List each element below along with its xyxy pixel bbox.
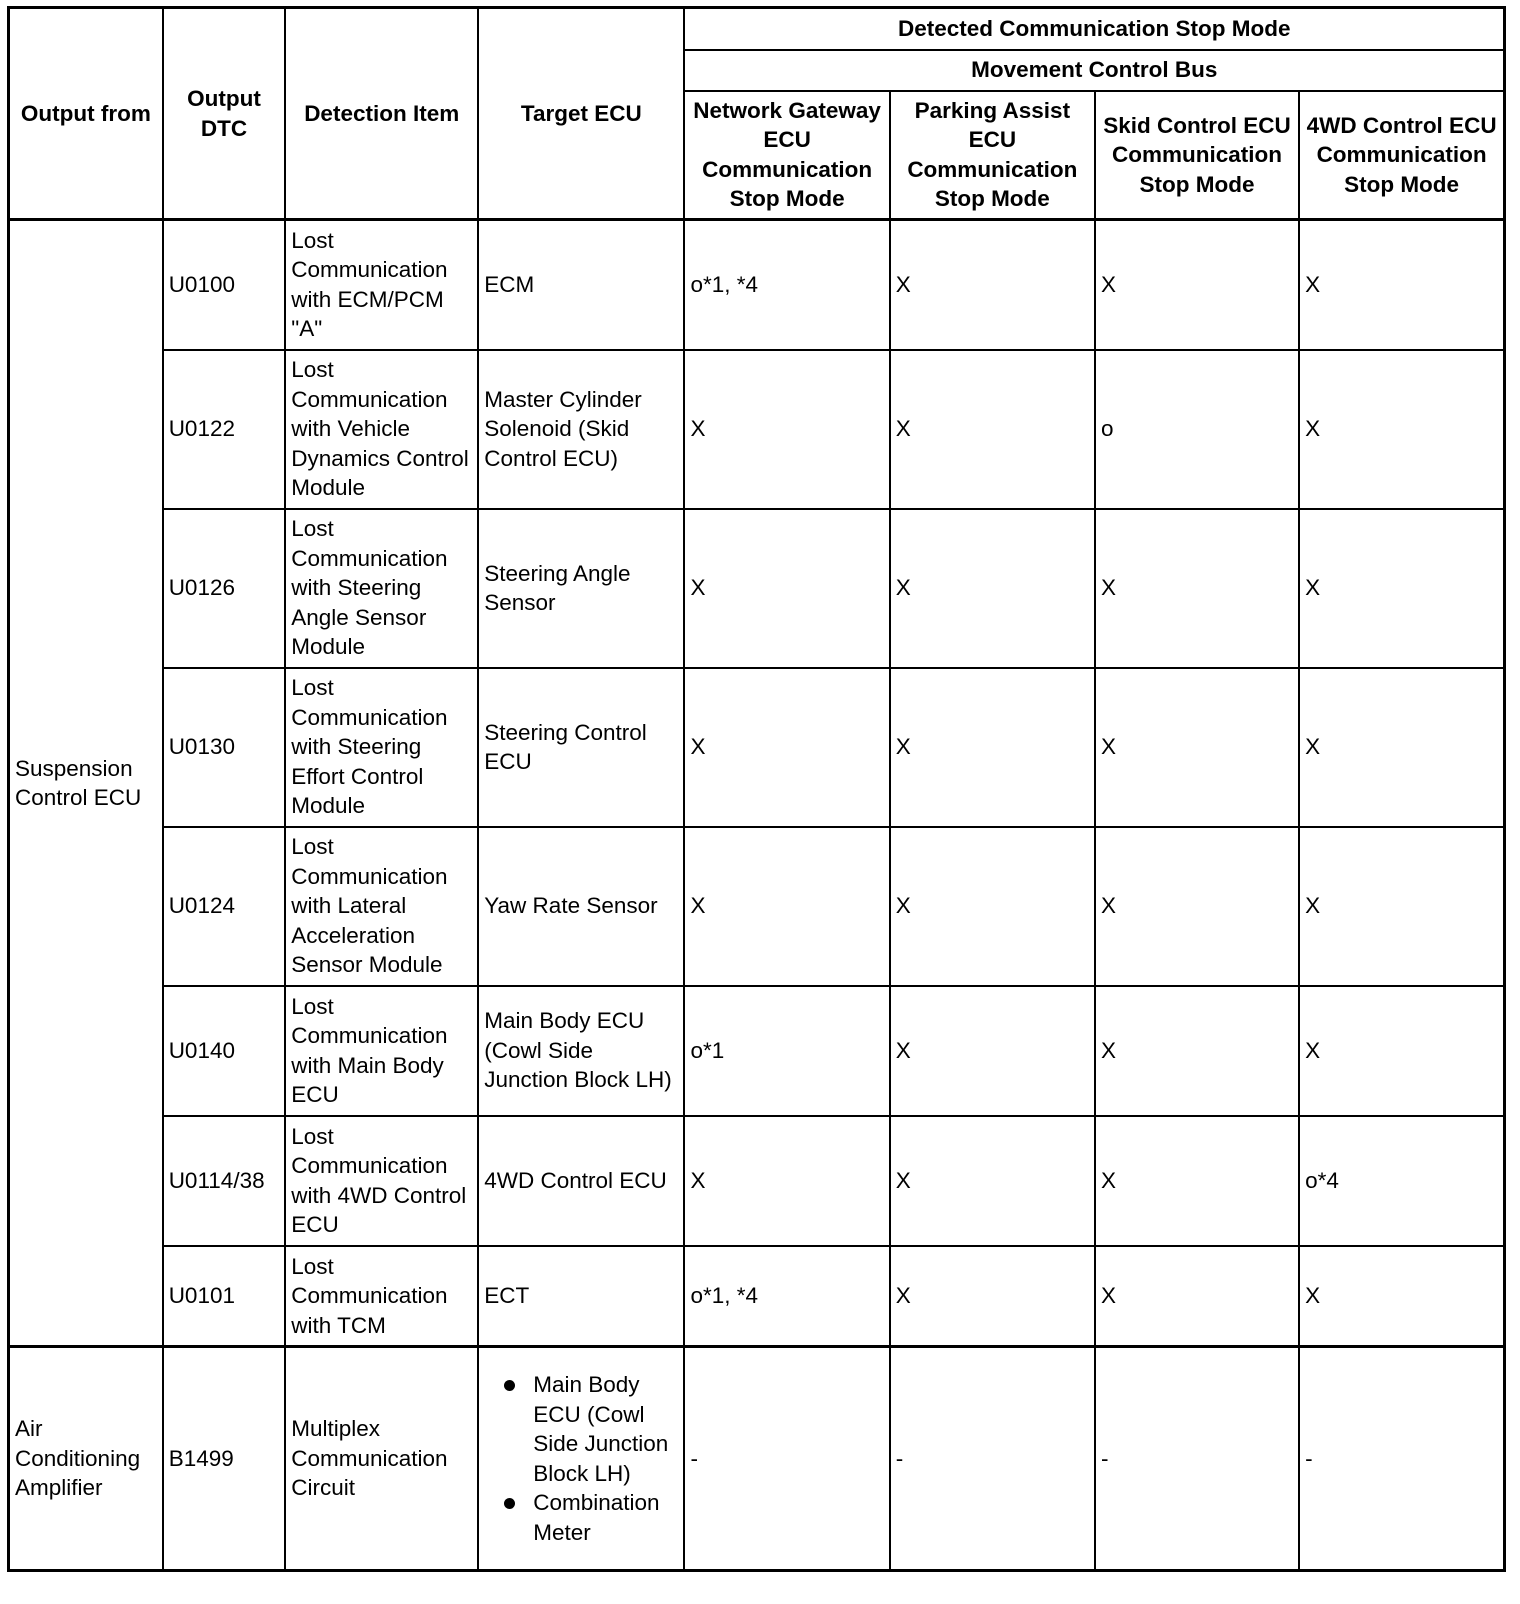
mode-cell-network-gateway: o*1: [684, 986, 889, 1116]
mode-cell-skid-control: X: [1095, 827, 1299, 986]
dtc-cell: U0130: [163, 668, 286, 827]
mode-cell-skid-control: -: [1095, 1347, 1299, 1571]
table-row: [9, 1116, 1505, 1246]
mode-cell-network-gateway: X: [684, 827, 889, 986]
mode-cell-network-gateway: X: [684, 350, 889, 509]
mode-cell-skid-control: X: [1095, 509, 1299, 668]
dtc-cell: U0122: [163, 350, 286, 509]
target-ecu-cell: ECM: [478, 220, 684, 350]
mode-cell-network-gateway: X: [684, 509, 889, 668]
target-ecu-cell: Main Body ECU (Cowl Side Junction Block LH): [478, 986, 684, 1116]
mode-cell-4wd-control: X: [1299, 350, 1504, 509]
mode-cell-network-gateway: -: [684, 1347, 889, 1571]
table-row: [9, 1246, 1505, 1347]
mode-cell-parking-assist: X: [890, 1246, 1095, 1347]
target-ecu-cell: Steering Control ECU: [478, 668, 684, 827]
mode-cell-4wd-control: -: [1299, 1347, 1504, 1571]
detection-item-cell: Lost Communication with Vehicle Dynamics Control Module: [285, 350, 478, 509]
detection-item-cell: Lost Communication with TCM: [285, 1246, 478, 1347]
target-ecu-cell: Yaw Rate Sensor: [478, 827, 684, 986]
mode-cell-parking-assist: X: [890, 827, 1095, 986]
list-item: Main Body ECU (Cowl Side Junction Block LH): [484, 1370, 678, 1488]
header-output-from: Output from: [9, 8, 163, 220]
output-from-cell: Suspension Control ECU: [9, 220, 163, 1347]
mode-cell-skid-control: o: [1095, 350, 1299, 509]
header-mode-parking-assist: Parking Assist ECU Communication Stop Mode: [890, 91, 1095, 220]
target-ecu-cell: 4WD Control ECU: [478, 1116, 684, 1246]
mode-cell-4wd-control: X: [1299, 827, 1504, 986]
detection-item-cell: Multiplex Communication Circuit: [285, 1347, 478, 1571]
mode-cell-network-gateway: X: [684, 1116, 889, 1246]
mode-cell-network-gateway: o*1, *4: [684, 220, 889, 350]
detection-item-cell: Lost Communication with 4WD Control ECU: [285, 1116, 478, 1246]
detection-item-cell: Lost Communication with Main Body ECU: [285, 986, 478, 1116]
mode-cell-4wd-control: o*4: [1299, 1116, 1504, 1246]
mode-cell-parking-assist: X: [890, 668, 1095, 827]
mode-cell-parking-assist: X: [890, 986, 1095, 1116]
dtc-cell: U0140: [163, 986, 286, 1116]
table-row: [9, 986, 1505, 1116]
detection-item-cell: Lost Communication with Steering Angle Sensor Module: [285, 509, 478, 668]
dtc-cell: U0100: [163, 220, 286, 350]
mode-cell-parking-assist: X: [890, 220, 1095, 350]
detection-item-cell: Lost Communication with ECM/PCM "A": [285, 220, 478, 350]
dtc-cell: U0126: [163, 509, 286, 668]
target-ecu-cell: [478, 1347, 684, 1571]
mode-cell-network-gateway: X: [684, 668, 889, 827]
mode-cell-network-gateway: o*1, *4: [684, 1246, 889, 1347]
target-ecu-list: [484, 1370, 678, 1547]
target-ecu-cell: ECT: [478, 1246, 684, 1347]
detection-item-cell: Lost Communication with Lateral Acceleration Sensor Module: [285, 827, 478, 986]
dtc-table: [7, 6, 1506, 1572]
table-row: [9, 350, 1505, 509]
mode-cell-parking-assist: X: [890, 509, 1095, 668]
header-mode-skid-control: Skid Control ECU Communication Stop Mode: [1095, 91, 1299, 220]
header-bus: Movement Control Bus: [684, 50, 1504, 91]
mode-cell-4wd-control: X: [1299, 509, 1504, 668]
dtc-cell: U0124: [163, 827, 286, 986]
target-ecu-cell: Steering Angle Sensor: [478, 509, 684, 668]
header-target-ecu: Target ECU: [478, 8, 684, 220]
table-row: [9, 1347, 1505, 1571]
header-output-dtc: Output DTC: [163, 8, 286, 220]
table-row: [9, 220, 1505, 350]
mode-cell-4wd-control: X: [1299, 220, 1504, 350]
mode-cell-skid-control: X: [1095, 220, 1299, 350]
dtc-cell: B1499: [163, 1347, 286, 1571]
table-row: [9, 509, 1505, 668]
header-detected-mode: Detected Communication Stop Mode: [684, 8, 1504, 50]
header-mode-network-gateway: Network Gateway ECU Communication Stop Mode: [684, 91, 889, 220]
mode-cell-skid-control: X: [1095, 1116, 1299, 1246]
dtc-cell: U0114/38: [163, 1116, 286, 1246]
dtc-cell: U0101: [163, 1246, 286, 1347]
mode-cell-parking-assist: X: [890, 1116, 1095, 1246]
list-item: Combination Meter: [484, 1488, 678, 1547]
mode-cell-skid-control: X: [1095, 986, 1299, 1116]
mode-cell-4wd-control: X: [1299, 668, 1504, 827]
table-row: [9, 668, 1505, 827]
target-ecu-cell: Master Cylinder Solenoid (Skid Control ECU): [478, 350, 684, 509]
mode-cell-skid-control: X: [1095, 1246, 1299, 1347]
header-mode-4wd-control: 4WD Control ECU Communication Stop Mode: [1299, 91, 1504, 220]
header-detection-item: Detection Item: [285, 8, 478, 220]
mode-cell-parking-assist: X: [890, 350, 1095, 509]
table-row: [9, 827, 1505, 986]
detection-item-cell: Lost Communication with Steering Effort Control Module: [285, 668, 478, 827]
mode-cell-skid-control: X: [1095, 668, 1299, 827]
mode-cell-4wd-control: X: [1299, 986, 1504, 1116]
output-from-cell: Air Conditioning Amplifier: [9, 1347, 163, 1571]
mode-cell-parking-assist: -: [890, 1347, 1095, 1571]
mode-cell-4wd-control: X: [1299, 1246, 1504, 1347]
